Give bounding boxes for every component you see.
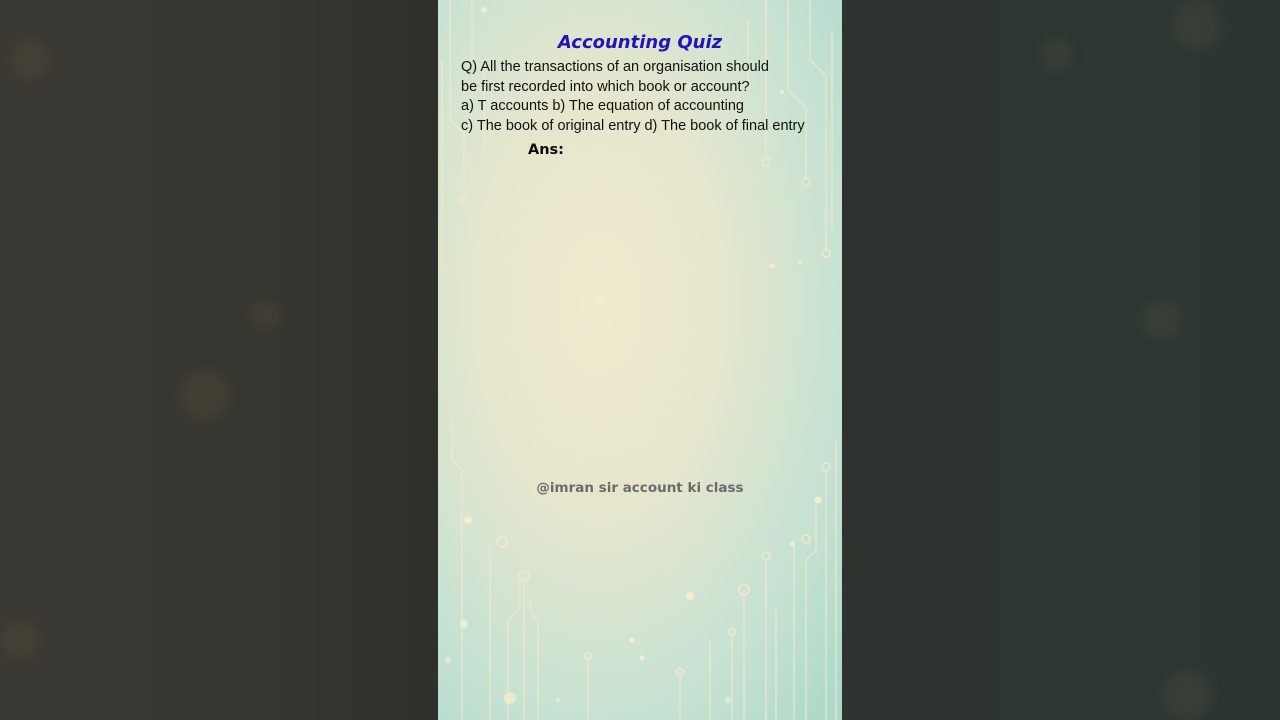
bokeh-light xyxy=(180,370,230,420)
answer-label: Ans: xyxy=(528,142,564,158)
short-video-frame xyxy=(438,0,842,720)
blurred-background-right xyxy=(842,0,1280,720)
bokeh-light xyxy=(250,300,280,330)
question-block xyxy=(461,58,836,136)
options-line: a) T accounts b) The equation of accounting xyxy=(461,98,744,114)
bokeh-light xyxy=(1172,0,1222,50)
bokeh-light xyxy=(10,40,50,80)
bokeh-light xyxy=(1042,40,1072,70)
options-line: c) The book of original entry d) The book of final entry xyxy=(461,117,805,134)
question-line: be first recorded into which book or account? xyxy=(461,78,750,95)
channel-watermark: @imran sir account ki class xyxy=(536,480,744,496)
bokeh-light xyxy=(0,620,40,660)
blurred-background-left xyxy=(0,0,438,720)
bokeh-light xyxy=(1162,670,1212,720)
question-line: Q) All the transactions of an organisation should xyxy=(461,59,769,75)
quiz-title: Accounting Quiz xyxy=(557,32,723,53)
bokeh-light xyxy=(1142,300,1182,340)
